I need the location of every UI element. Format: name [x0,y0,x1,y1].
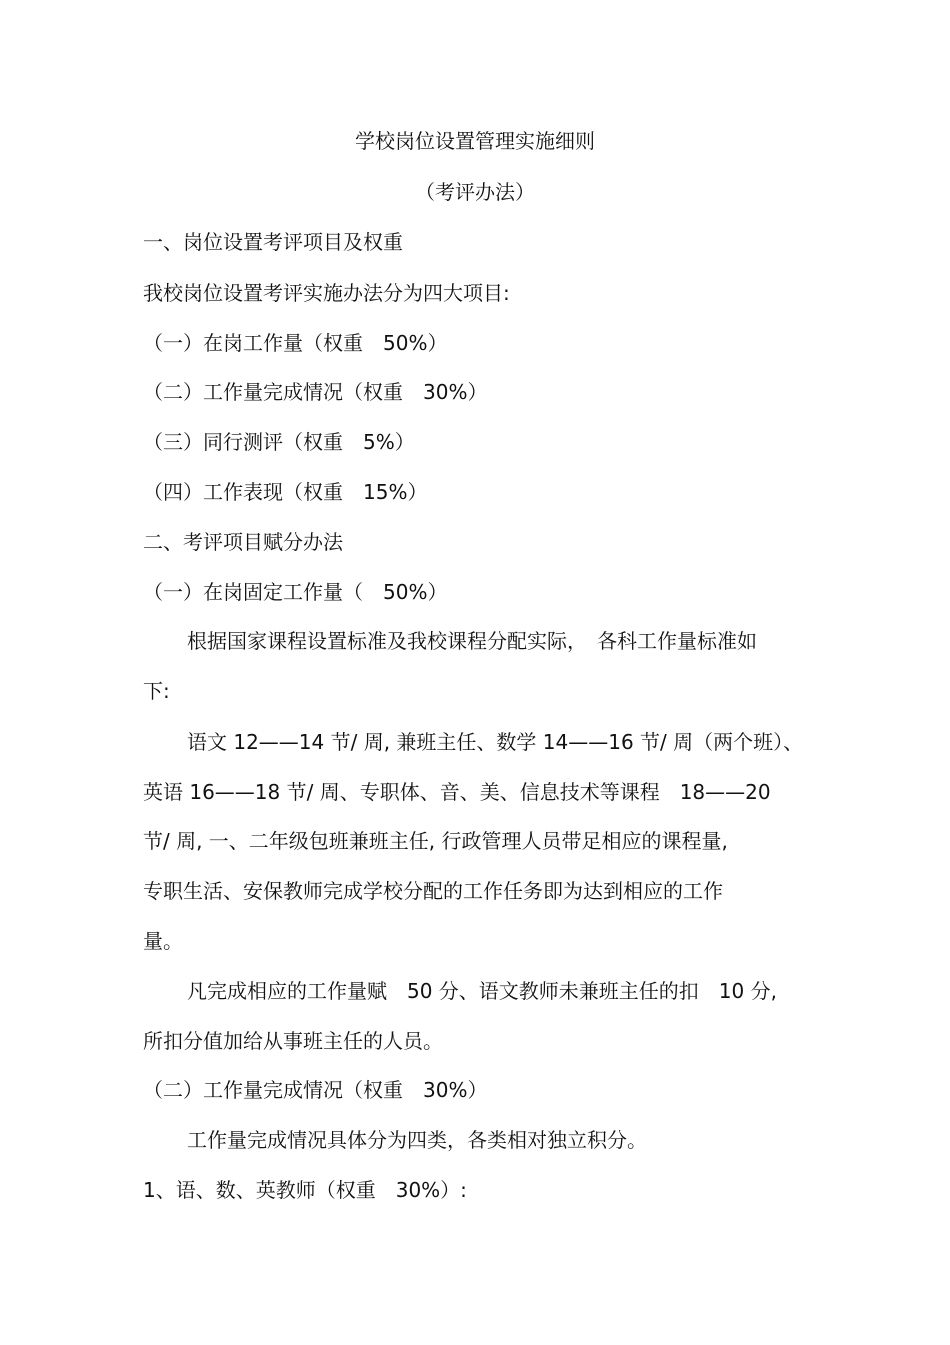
paragraph-line: 下: [143,679,170,703]
section-heading-2: 二、考评项目赋分办法 [143,530,343,554]
subsection-heading: （一）在岗固定工作量（ 50%） [143,580,448,604]
list-item: 1、语、数、英教师（权重 30%）: [143,1178,467,1202]
subsection-heading: （二）工作量完成情况（权重 30%） [143,1078,488,1102]
section-heading-1: 一、岗位设置考评项目及权重 [143,230,403,254]
list-item: （一）在岗工作量（权重 50%） [143,331,448,355]
paragraph-line: 凡完成相应的工作量赋 50 分、语文教师未兼班主任的扣 10 分, [187,979,777,1003]
paragraph-line: 量。 [143,929,183,953]
page-title: 学校岗位设置管理实施细则 [355,129,595,153]
paragraph-line: 专职生活、安保教师完成学校分配的工作任务即为达到相应的工作 [143,879,723,903]
list-item: （三）同行测评（权重 5%） [143,430,415,454]
paragraph-line: 节/ 周, 一、二年级包班兼班主任, 行政管理人员带足相应的课程量, [143,829,728,853]
paragraph-line: 我校岗位设置考评实施办法分为四大项目: [143,281,510,305]
list-item: （二）工作量完成情况（权重 30%） [143,380,488,404]
page-subtitle: （考评办法） [415,180,535,204]
paragraph-line: 所扣分值加给从事班主任的人员。 [143,1029,443,1053]
paragraph-line: 根据国家课程设置标准及我校课程分配实际， 各科工作量标准如 [187,629,757,653]
list-item: （四）工作表现（权重 15%） [143,480,428,504]
paragraph-line: 语文 12——14 节/ 周, 兼班主任、数学 14——16 节/ 周（两个班）、 [187,730,804,754]
paragraph-line: 英语 16——18 节/ 周、专职体、音、美、信息技术等课程 18——20 [143,780,771,804]
paragraph-line: 工作量完成情况具体分为四类，各类相对独立积分。 [187,1128,647,1152]
